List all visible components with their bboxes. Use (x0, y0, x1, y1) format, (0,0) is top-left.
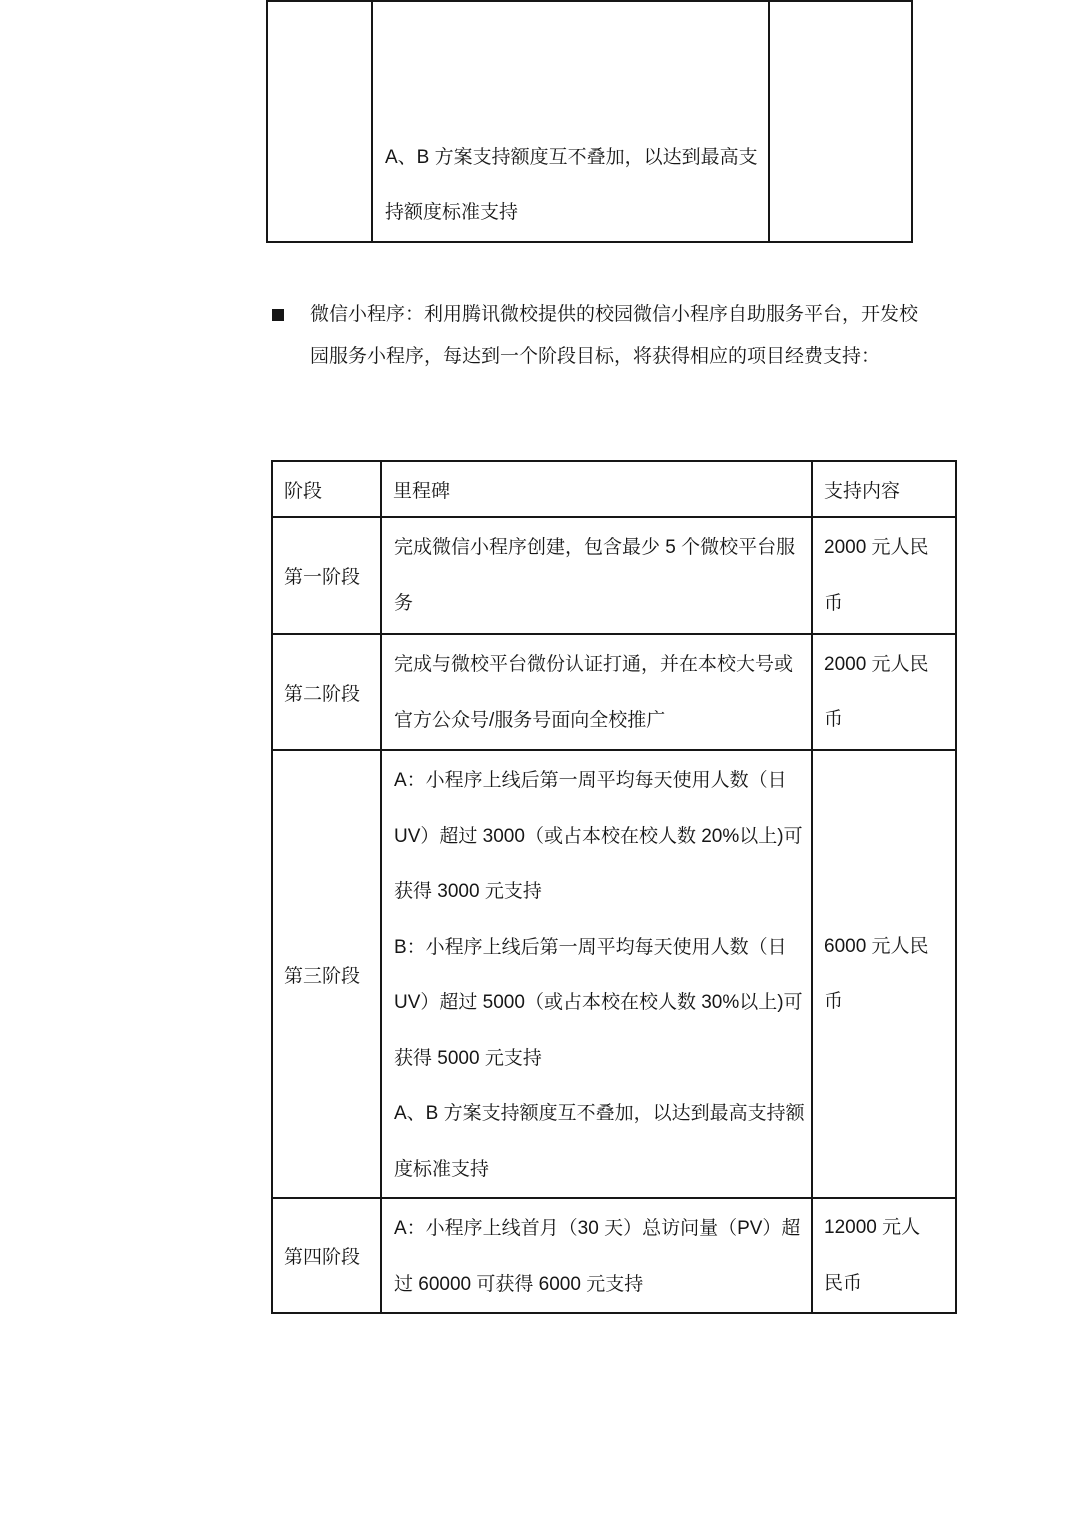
stage-cell-1: 第一阶段 (272, 517, 381, 634)
support-cell-3: 6000 元人民币 (812, 750, 956, 1198)
table-row-stage-4 (272, 1198, 956, 1313)
stage-cell-2: 第二阶段 (272, 634, 381, 750)
milestone-3-note: A、B 方案支持额度互不叠加，以达到最高支持额度标准支持 (394, 1103, 805, 1180)
carryover-table-fragment (266, 0, 913, 243)
milestone-3-option-b: B：小程序上线后第一周平均每天使用人数（日 UV）超过 5000（或占本校在校人数 30%以上)可获得 5000 元支持 (394, 936, 803, 1069)
table-row-stage-1 (272, 517, 956, 634)
milestone-cell-1: 完成微信小程序创建，包含最少 5 个微校平台服务 (381, 517, 812, 634)
support-cell-1: 2000 元人民币 (812, 517, 956, 634)
milestone-cell-2: 完成与微校平台微份认证打通，并在本校大号或官方公众号/服务号面向全校推广 (381, 634, 812, 750)
carryover-milestone-cell: A、B 方案支持额度互不叠加，以达到最高支持额度标准支持 (372, 1, 769, 242)
milestone-cell-3 (381, 750, 812, 1198)
table-row-stage-3 (272, 750, 956, 1198)
carryover-row (267, 1, 912, 242)
carryover-support-cell (769, 1, 912, 242)
bullet-paragraph (272, 294, 932, 378)
carryover-stage-cell (267, 1, 372, 242)
table-row-stage-2 (272, 634, 956, 750)
stage-cell-3: 第三阶段 (272, 750, 381, 1198)
milestone-table (271, 460, 957, 1314)
support-cell-2: 2000 元人民币 (812, 634, 956, 750)
milestone-table-header-row (272, 461, 956, 517)
support-cell-4: 12000 元人民币 (812, 1198, 956, 1313)
bullet-square-icon (272, 309, 284, 321)
bullet-paragraph-text: 微信小程序：利用腾讯微校提供的校园微信小程序自助服务平台，开发校园服务小程序，每达到一个阶段目标，将获得相应的项目经费支持： (310, 304, 919, 367)
milestone-3-option-a: A：小程序上线后第一周平均每天使用人数（日 UV）超过 3000（或占本校在校人数 20%以上)可获得 3000 元支持 (394, 770, 803, 902)
milestone-cell-4: A：小程序上线首月（30 天）总访问量（PV）超过 60000 可获得 6000 元支持 (381, 1198, 812, 1313)
header-cell-stage: 阶段 (272, 461, 381, 517)
header-cell-support: 支持内容 (812, 461, 956, 517)
stage-cell-4: 第四阶段 (272, 1198, 381, 1313)
header-cell-milestone: 里程碑 (381, 461, 812, 517)
